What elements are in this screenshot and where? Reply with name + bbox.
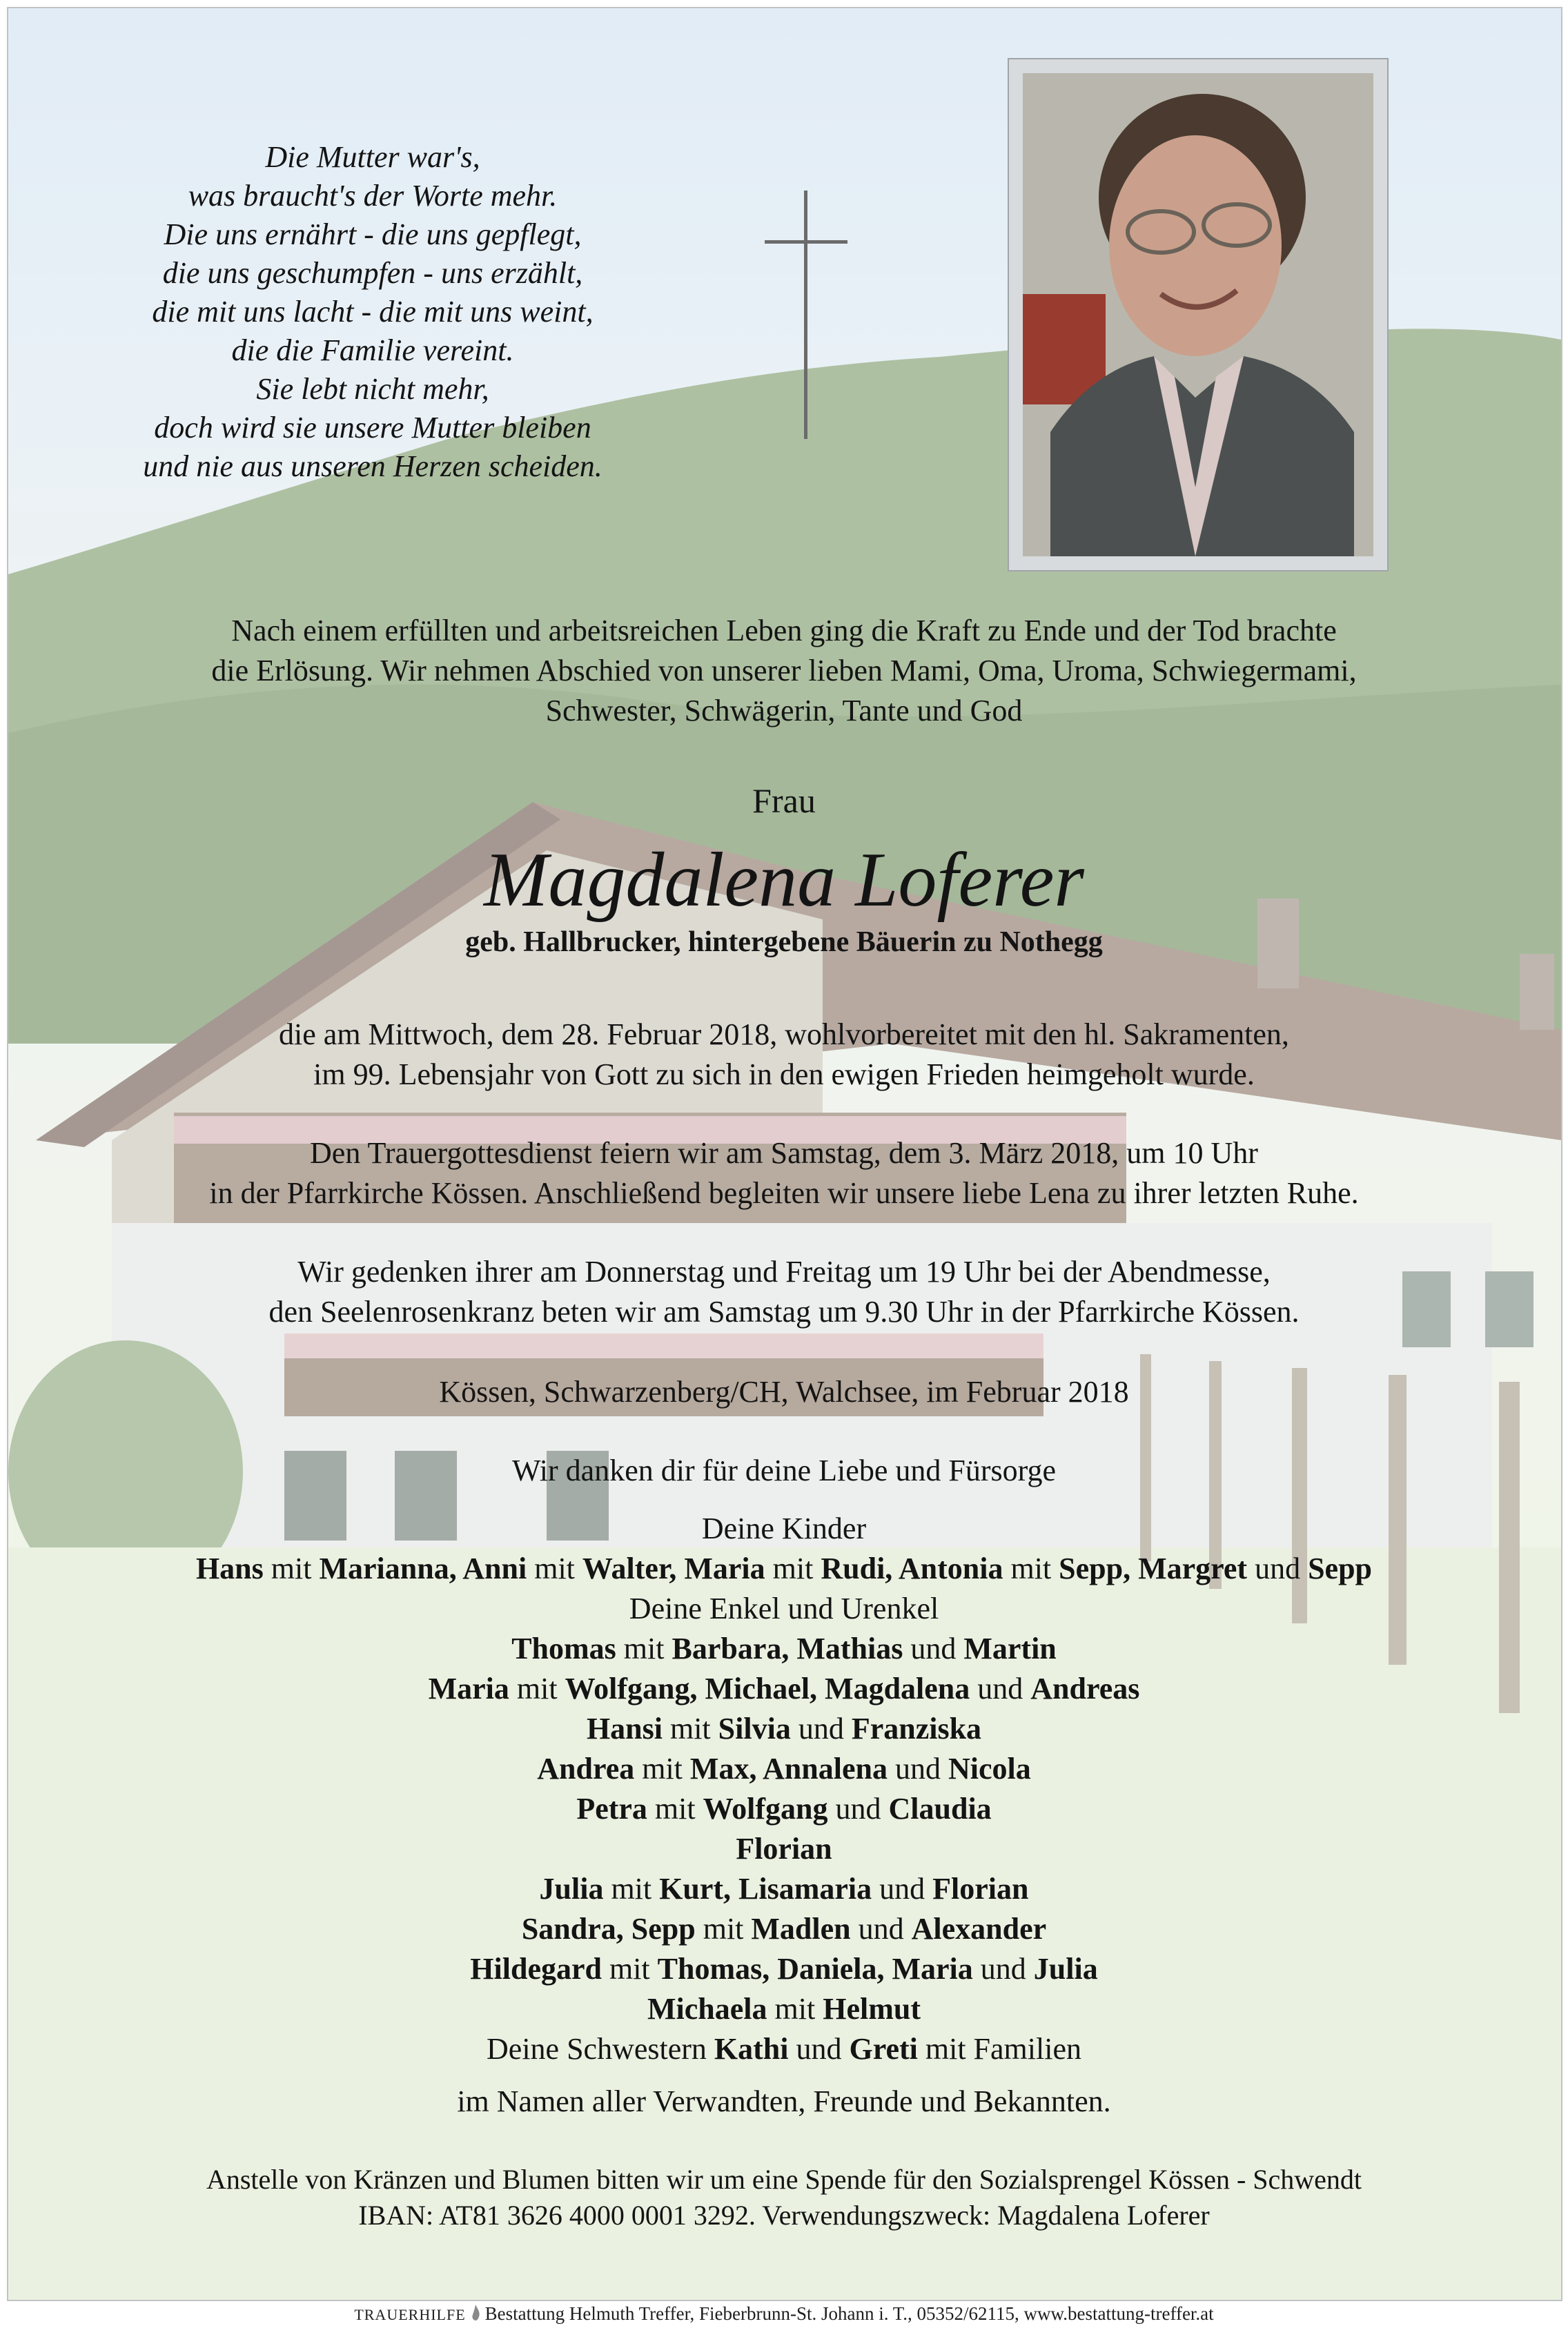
family-connector: mit (603, 1872, 660, 1906)
family-row (28, 1949, 1540, 1989)
family-row (28, 1989, 1540, 2029)
death-line: im 99. Lebensjahr von Gott zu sich in den ewigen Frieden heimgeholt wurde. (313, 1057, 1255, 1091)
family-row (28, 1789, 1540, 1829)
mass-line: in der Pfarrkirche Kössen. Anschließend begleiten wir unsere liebe Lena zu ihrer letzten Ruhe. (209, 1176, 1359, 1210)
family-connector: und (788, 2032, 850, 2066)
family-name: Sandra, Sepp (521, 1912, 696, 1946)
footer (0, 2303, 1568, 2326)
family-connector: mit (509, 1672, 565, 1706)
family-connector: mit (695, 1912, 752, 1946)
family-name: Marianna, Anni (319, 1552, 527, 1585)
family-connector: mit (662, 1712, 718, 1746)
family-row (28, 1509, 1540, 1549)
family-connector: mit (601, 1952, 658, 1986)
intro-line: Nach einem erfüllten und arbeitsreichen Leben ging die Kraft zu Ende und der Tod brachte (231, 614, 1337, 647)
poem-line: Die Mutter war's, (265, 140, 480, 174)
family-row (28, 1909, 1540, 1949)
footer-text: Bestattung Helmuth Treffer, Fieberbrunn-St. Johann i. T., 05352/62115, www.bestattung-treffer.at (484, 2303, 1214, 2324)
poem-line: was braucht's der Worte mehr. (188, 179, 558, 213)
family-row (28, 1669, 1540, 1709)
salutation: Frau (752, 781, 816, 820)
donation-line: IBAN: AT81 3626 4000 0001 3292. Verwendungszweck: Magdalena Loferer (358, 2200, 1210, 2231)
family-connector: und (872, 1872, 933, 1906)
family-name: Andrea (537, 1752, 635, 1786)
family-name: Kurt, Lisamaria (659, 1872, 872, 1906)
intro-text (28, 611, 1540, 731)
family-name: Greti (849, 2032, 918, 2066)
family-connector: mit (647, 1792, 703, 1826)
family-name: Silvia (718, 1712, 791, 1746)
family-name: Claudia (888, 1792, 992, 1826)
family-name: Walter, Maria (582, 1552, 765, 1585)
family-connector: mit (616, 1632, 672, 1665)
flame-icon (470, 2305, 481, 2323)
family-name: Franziska (851, 1712, 982, 1746)
family-connector: mit (765, 1552, 821, 1585)
family-name: Sepp (1308, 1552, 1373, 1585)
cross-icon (765, 190, 847, 439)
family-connector: Deine Enkel und Urenkel (629, 1592, 939, 1625)
family-connector: mit (1003, 1552, 1059, 1585)
remember-line: Wir gedenken ihrer am Donnerstag und Freitag um 19 Uhr bei der Abendmesse, (297, 1255, 1271, 1289)
poem-line: die mit uns lacht - die mit uns weint, (152, 295, 594, 329)
poem (55, 138, 690, 486)
family-connector: und (827, 1792, 889, 1826)
family-connector: Deine Kinder (701, 1512, 867, 1545)
family-connector: und (887, 1752, 948, 1786)
family-name: Thomas, Daniela, Maria (657, 1952, 973, 1986)
remembrance-notice (28, 1252, 1540, 1332)
poem-line: doch wird sie unsere Mutter bleiben (154, 411, 591, 444)
family-name: Julia (539, 1872, 604, 1906)
family-connector: und (790, 1712, 852, 1746)
poem-line: die uns geschumpfen - uns erzählt, (162, 256, 583, 290)
poem-line: Sie lebt nicht mehr, (256, 372, 489, 406)
family-name: Martin (963, 1632, 1057, 1665)
death-line: die am Mittwoch, dem 28. Februar 2018, wohlvorbereitet mit den hl. Sakramenten, (279, 1017, 1289, 1051)
family-row (28, 1749, 1540, 1789)
intro-line: die Erlösung. Wir nehmen Abschied von unserer lieben Mami, Oma, Uroma, Schwiegermami, (211, 654, 1357, 687)
intro-line: Schwester, Schwägerin, Tante und God (545, 694, 1023, 727)
funeral-mass-notice (28, 1133, 1540, 1213)
death-notice (28, 1015, 1540, 1095)
family-row (28, 1549, 1540, 1589)
family-name: Michaela (647, 1992, 767, 2026)
portrait-photo (1023, 73, 1373, 556)
family-name: Wolfgang (703, 1792, 828, 1826)
thanks-line: Wir danken dir für deine Liebe und Fürsorge (512, 1454, 1056, 1487)
family-connector: mit (527, 1552, 582, 1585)
portrait-frame (1008, 58, 1389, 571)
family-name: Rudi, Antonia (821, 1552, 1003, 1585)
family-name: Petra (576, 1792, 647, 1826)
family-name: Hans (195, 1552, 264, 1585)
family-name: Wolfgang, Michael, Magdalena (565, 1672, 970, 1706)
family-name: Andreas (1030, 1672, 1140, 1706)
family-row (28, 1829, 1540, 1869)
family-connector: mit (634, 1752, 690, 1786)
family-connector: und (972, 1952, 1034, 1986)
family-name: Alexander (911, 1912, 1047, 1946)
family-name: Florian (932, 1872, 1029, 1906)
family-name: Hildegard (470, 1952, 602, 1986)
family-connector: und (850, 1912, 912, 1946)
family-connector: und (1247, 1552, 1309, 1585)
family-name: Madlen (751, 1912, 851, 1946)
closing-line: im Namen aller Verwandten, Freunde und Bekannten. (457, 2084, 1111, 2118)
remember-line: den Seelenrosenkranz beten wir am Samstag um 9.30 Uhr in der Pfarrkirche Kössen. (268, 1295, 1300, 1329)
family-connector: und (903, 1632, 964, 1665)
family-row (28, 1869, 1540, 1909)
family-row (28, 1629, 1540, 1669)
family-name: Julia (1033, 1952, 1098, 1986)
deceased-name: Magdalena Loferer (484, 837, 1084, 923)
poem-line: und nie aus unseren Herzen scheiden. (143, 449, 602, 483)
family-connector: mit Familien (917, 2032, 1081, 2066)
family-row (28, 1589, 1540, 1629)
mass-line: Den Trauergottesdienst feiern wir am Samstag, dem 3. März 2018, um 10 Uhr (310, 1136, 1258, 1170)
footer-brand: TRAUERHILFE (354, 2306, 466, 2323)
poem-line: Die uns ernährt - die uns gepflegt, (164, 217, 582, 251)
family-list (28, 1509, 1540, 2069)
poem-line: die die Familie vereint. (231, 333, 514, 367)
family-name: Nicola (948, 1752, 1031, 1786)
family-name: Helmut (823, 1992, 921, 2026)
family-name: Maria (428, 1672, 509, 1706)
family-row (28, 2029, 1540, 2069)
family-connector: mit (263, 1552, 320, 1585)
family-name: Hansi (586, 1712, 663, 1746)
family-name: Kathi (714, 2032, 789, 2066)
family-name: Thomas (511, 1632, 616, 1665)
family-connector: Deine Schwestern (487, 2032, 714, 2066)
place-date: Kössen, Schwarzenberg/CH, Walchsee, im Februar 2018 (439, 1375, 1129, 1409)
family-name: Barbara, Mathias (672, 1632, 903, 1665)
family-connector: mit (767, 1992, 823, 2026)
family-row (28, 1709, 1540, 1749)
family-name: Florian (736, 1832, 832, 1866)
maiden-name: geb. Hallbrucker, hintergebene Bäuerin zu Nothegg (465, 926, 1103, 958)
family-name: Max, Annalena (689, 1752, 888, 1786)
donation-line: Anstelle von Kränzen und Blumen bitten wir um eine Spende für den Sozialsprengel Kössen - Schwendt (206, 2164, 1362, 2195)
donation-notice (28, 2162, 1540, 2234)
family-connector: und (970, 1672, 1031, 1706)
family-name: Sepp, Margret (1059, 1552, 1248, 1585)
